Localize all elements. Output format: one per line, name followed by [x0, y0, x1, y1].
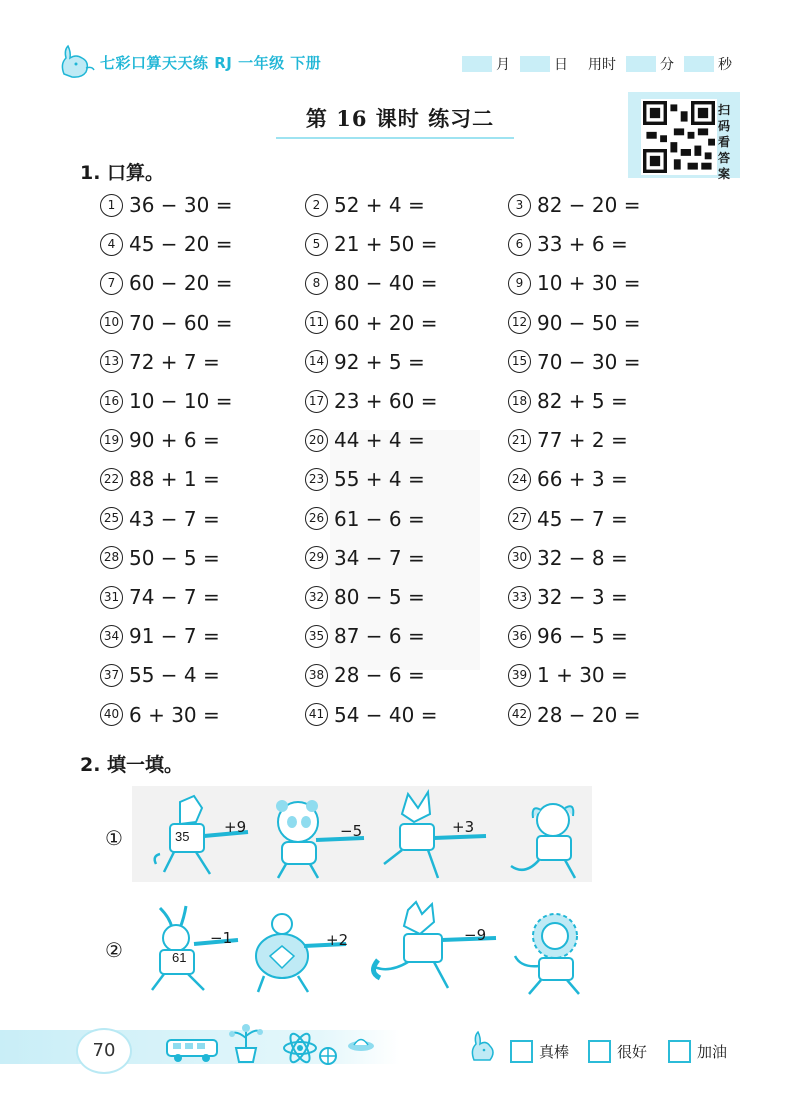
second-label: 秒 — [718, 57, 732, 73]
problem-item — [508, 271, 641, 295]
problem-expression: 91 − 7 = — [129, 624, 220, 649]
problem-number: 28 — [100, 546, 123, 569]
problem-number: 9 — [508, 272, 531, 295]
problem-item — [305, 389, 438, 413]
problem-expression: 82 + 5 = — [537, 389, 628, 413]
problem-item — [305, 350, 425, 374]
problem-item — [508, 507, 628, 531]
problem-number: 34 — [100, 625, 123, 648]
runner-fox-icon — [378, 788, 488, 884]
problem-item — [100, 350, 220, 374]
problem-item — [508, 311, 641, 335]
month-label: 月 — [496, 57, 510, 73]
problem-number: 6 — [508, 233, 531, 256]
rating-label: 很好 — [617, 1043, 648, 1061]
problem-expression: 34 − 7 = — [334, 545, 425, 570]
problem-expression: 60 − 20 = — [129, 271, 233, 296]
rating-checkbox[interactable] — [668, 1040, 691, 1063]
problem-number: 15 — [508, 350, 531, 373]
problem-number: 18 — [508, 390, 531, 413]
problem-expression: 60 + 20 = — [334, 310, 438, 335]
runner-dog-icon — [150, 792, 250, 882]
section-1-title: 1. 口算。 — [80, 162, 165, 184]
problem-expression: 23 + 60 = — [334, 389, 438, 413]
problem-number: 7 — [100, 272, 123, 295]
problem-number: 23 — [305, 468, 328, 491]
problem-number: 27 — [508, 507, 531, 530]
problem-expression: 70 − 60 = — [129, 310, 233, 335]
problem-number: 30 — [508, 546, 531, 569]
problem-item — [305, 311, 438, 335]
problem-expression: 90 + 6 = — [129, 428, 220, 453]
problem-item — [305, 585, 425, 609]
lesson-title: 第 16 课时 练习二 — [305, 106, 495, 131]
problem-expression: 10 − 10 = — [129, 389, 233, 413]
problem-expression: 36 − 30 = — [129, 193, 233, 217]
problem-number: 14 — [305, 350, 328, 373]
problem-number: 13 — [100, 350, 123, 373]
operation-label: −9 — [464, 926, 487, 944]
problem-expression: 61 − 6 = — [334, 506, 425, 531]
problem-item — [100, 663, 220, 687]
ufo-icon — [346, 1034, 376, 1054]
runner-wolf-icon — [368, 900, 498, 994]
problem-expression: 1 + 30 = — [537, 663, 628, 688]
rating-good[interactable] — [588, 1040, 647, 1063]
problem-number: 40 — [100, 703, 123, 726]
problem-item — [305, 467, 425, 491]
problem-expression: 70 − 30 = — [537, 349, 641, 374]
day-label: 日 — [554, 57, 568, 73]
runner-turtle-icon — [248, 910, 348, 998]
atom-icon — [282, 1030, 318, 1066]
problem-expression: 6 + 30 = — [129, 702, 220, 727]
problem-expression: 32 − 3 = — [537, 585, 628, 609]
operation-label: −1 — [210, 929, 233, 947]
problem-item — [508, 428, 628, 452]
problem-item — [305, 663, 425, 687]
problem-item — [100, 703, 220, 727]
problem-number: 20 — [305, 429, 328, 452]
problem-item — [508, 624, 628, 648]
problem-expression: 55 + 4 = — [334, 467, 425, 492]
problem-item — [305, 624, 425, 648]
problem-item — [305, 546, 425, 570]
problem-item — [100, 624, 220, 648]
problem-item — [100, 428, 220, 452]
problem-expression: 92 + 5 = — [334, 349, 425, 374]
rating-checkbox[interactable] — [588, 1040, 611, 1063]
problem-expression: 45 − 7 = — [537, 506, 628, 531]
qr-caption-char: 答 — [718, 151, 731, 165]
problem-item — [100, 389, 233, 413]
qr-caption-char: 案 — [718, 167, 731, 181]
problem-number: 26 — [305, 507, 328, 530]
qr-caption — [718, 102, 732, 182]
problem-number: 29 — [305, 546, 328, 569]
problem-expression: 10 + 30 = — [537, 271, 641, 296]
problem-number: 8 — [305, 272, 328, 295]
rabbit-mascot-icon — [56, 44, 96, 80]
runner-lion-icon — [505, 910, 593, 998]
problem-number: 3 — [508, 194, 531, 217]
problem-expression: 80 − 40 = — [334, 271, 438, 296]
operation-label: −5 — [340, 822, 363, 840]
problem-expression: 44 + 4 = — [334, 428, 425, 453]
problem-number: 11 — [305, 311, 328, 334]
series-title: 七彩口算天天练 RJ 一年级 下册 — [100, 54, 322, 72]
qr-caption-char: 码 — [718, 119, 731, 133]
qr-caption-char: 看 — [718, 135, 731, 149]
row-2-label: ② — [105, 938, 123, 962]
problem-item — [508, 663, 628, 687]
time-used-label: 用时 — [588, 57, 616, 73]
problem-expression: 77 + 2 = — [537, 428, 628, 453]
problem-number: 5 — [305, 233, 328, 256]
month-blank[interactable] — [462, 56, 492, 72]
problem-number: 37 — [100, 664, 123, 687]
second-blank[interactable] — [684, 56, 714, 72]
problem-expression: 72 + 7 = — [129, 349, 220, 374]
title-underline — [276, 137, 514, 139]
problem-item — [100, 311, 233, 335]
problem-number: 22 — [100, 468, 123, 491]
bus-icon — [165, 1036, 221, 1064]
problem-expression: 82 − 20 = — [537, 193, 641, 217]
operation-label: +2 — [326, 931, 349, 949]
start-number: 35 — [175, 829, 190, 844]
problem-item — [305, 507, 425, 531]
rating-label: 加油 — [697, 1043, 728, 1061]
problem-expression: 55 − 4 = — [129, 663, 220, 688]
problem-item — [100, 193, 233, 217]
runner-puppy-icon — [505, 796, 590, 882]
problem-item — [508, 703, 641, 727]
problem-number: 12 — [508, 311, 531, 334]
problem-number: 19 — [100, 429, 123, 452]
problem-expression: 88 + 1 = — [129, 467, 220, 492]
problem-number: 42 — [508, 703, 531, 726]
mascot-small-icon — [464, 1030, 500, 1066]
problem-number: 39 — [508, 664, 531, 687]
problem-number: 21 — [508, 429, 531, 452]
problem-item — [100, 467, 220, 491]
ball-icon — [318, 1046, 338, 1066]
problem-number: 16 — [100, 390, 123, 413]
problem-expression: 80 − 5 = — [334, 585, 425, 609]
problem-number: 35 — [305, 625, 328, 648]
problem-number: 10 — [100, 311, 123, 334]
rating-label: 真棒 — [539, 1043, 570, 1061]
operation-label: +3 — [452, 818, 475, 836]
start-number: 61 — [172, 950, 187, 965]
problem-item — [100, 271, 233, 295]
row-1-label: ① — [105, 826, 123, 850]
problem-number: 24 — [508, 468, 531, 491]
problem-expression: 33 + 6 = — [537, 232, 628, 257]
rating-great[interactable] — [510, 1040, 569, 1063]
problem-item — [508, 389, 628, 413]
problem-expression: 90 − 50 = — [537, 310, 641, 335]
problem-item — [305, 703, 438, 727]
problem-expression: 54 − 40 = — [334, 702, 438, 727]
minute-label: 分 — [660, 57, 674, 73]
problem-number: 41 — [305, 703, 328, 726]
problem-expression: 32 − 8 = — [537, 545, 628, 570]
problem-item — [305, 193, 425, 217]
problem-number: 33 — [508, 586, 531, 609]
problem-item — [100, 232, 233, 256]
problem-expression: 43 − 7 = — [129, 506, 220, 531]
problem-number: 1 — [100, 194, 123, 217]
problem-number: 25 — [100, 507, 123, 530]
problem-item — [305, 232, 438, 256]
minute-blank[interactable] — [626, 56, 656, 72]
qr-code-icon[interactable] — [641, 99, 717, 175]
problem-expression: 52 + 4 = — [334, 193, 425, 217]
runner-rabbit-icon — [140, 904, 240, 996]
problem-item — [100, 585, 220, 609]
date-time-bar — [458, 54, 738, 74]
problem-item — [305, 428, 425, 452]
problem-expression: 74 − 7 = — [129, 585, 220, 609]
page-number: 70 — [76, 1028, 132, 1074]
problem-expression: 66 + 3 = — [537, 467, 628, 492]
operation-label: +9 — [224, 818, 247, 836]
problem-number: 38 — [305, 664, 328, 687]
problem-expression: 87 − 6 = — [334, 624, 425, 649]
problem-item — [508, 193, 641, 217]
problem-item — [508, 546, 628, 570]
plant-icon — [226, 1022, 266, 1064]
day-blank[interactable] — [520, 56, 550, 72]
rating-checkbox[interactable] — [510, 1040, 533, 1063]
problem-item — [508, 232, 628, 256]
problem-item — [305, 271, 438, 295]
problem-number: 31 — [100, 586, 123, 609]
problem-item — [508, 467, 628, 491]
problem-expression: 50 − 5 = — [129, 545, 220, 570]
problem-item — [100, 546, 220, 570]
problem-item — [508, 585, 628, 609]
problem-number: 17 — [305, 390, 328, 413]
problem-item — [508, 350, 641, 374]
problem-item — [100, 507, 220, 531]
problem-number: 2 — [305, 194, 328, 217]
problem-expression: 45 − 20 = — [129, 232, 233, 257]
problem-expression: 21 + 50 = — [334, 232, 438, 257]
rating-keep-going[interactable] — [668, 1040, 727, 1063]
problem-number: 32 — [305, 586, 328, 609]
problem-expression: 28 − 6 = — [334, 663, 425, 688]
qr-caption-char: 扫 — [718, 103, 731, 117]
section-2-title: 2. 填一填。 — [80, 754, 184, 776]
problem-expression: 28 − 20 = — [537, 702, 641, 727]
problem-expression: 96 − 5 = — [537, 624, 628, 649]
problem-number: 4 — [100, 233, 123, 256]
problem-number: 36 — [508, 625, 531, 648]
